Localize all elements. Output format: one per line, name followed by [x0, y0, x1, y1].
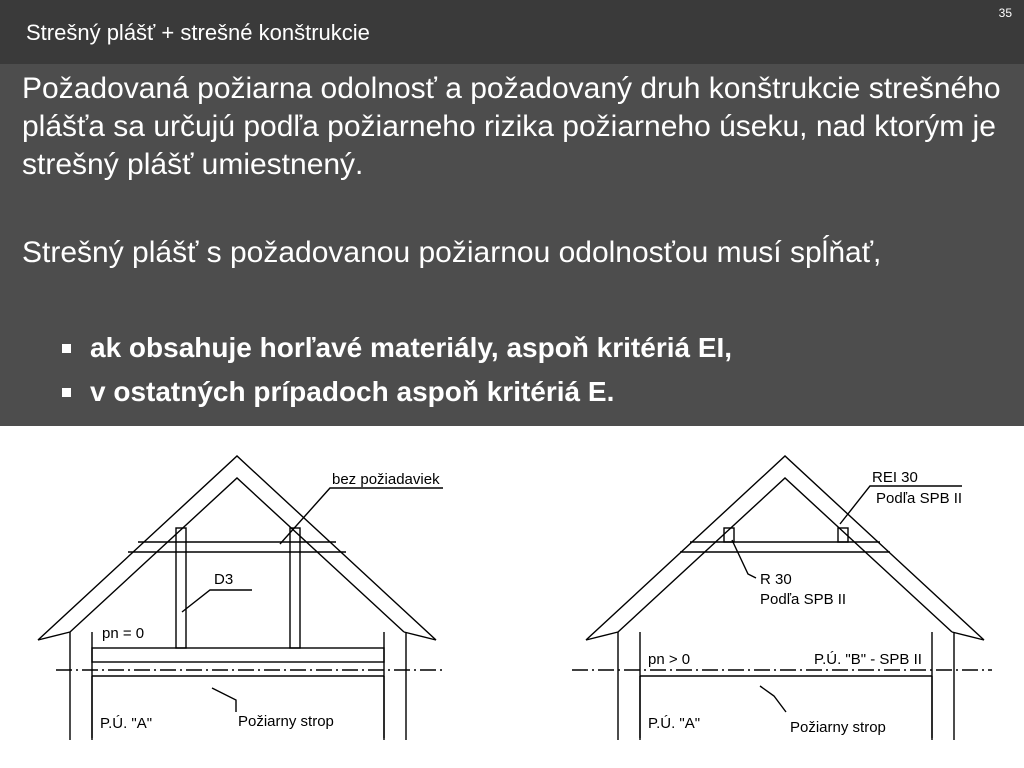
- label-post-right-2: Podľa SPB II: [760, 591, 847, 608]
- criteria-item-text: v ostatných prípadoch aspoň kritériá E.: [90, 376, 615, 407]
- label-post-left: D3: [214, 571, 234, 588]
- label-ceiling-right: Požiarny strop: [790, 719, 886, 736]
- post-left-2: [290, 528, 300, 648]
- roof-outer-line-right: [586, 456, 984, 640]
- leader-post-right: [732, 540, 756, 578]
- label-pn-right: pn > 0: [648, 651, 691, 668]
- label-attic-right: P.Ú. "B" - SPB II: [814, 651, 922, 668]
- label-post-right-1: R 30: [760, 571, 792, 588]
- criteria-list: [60, 326, 732, 414]
- criteria-item-text: ak obsahuje horľavé materiály, aspoň kritériá EI,: [90, 332, 733, 363]
- label-roof-right-1: REI 30: [872, 469, 918, 486]
- label-section-right: P.Ú. "A": [648, 715, 701, 732]
- label-roof-right-2: Podľa SPB II: [876, 490, 963, 507]
- roof-drawing-left: [38, 456, 443, 740]
- leader-ceiling-left: [212, 688, 236, 712]
- label-ceiling-left: Požiarny strop: [238, 713, 334, 730]
- criteria-item-e: [60, 370, 732, 414]
- slide-header: [0, 0, 1024, 64]
- slide-number: 35: [998, 6, 1012, 20]
- roof-section-drawings: [0, 426, 1024, 768]
- leader-roof-left: [280, 488, 443, 544]
- post-left-1: [176, 528, 186, 648]
- paragraph-criteria: Strešný plášť s požadovanou požiarnou odolnosťou musí spĺňať,: [22, 236, 882, 269]
- floor-slab-left: [92, 648, 384, 662]
- label-pn-left: pn = 0: [102, 625, 145, 642]
- label-roof-left: bez požiadaviek: [332, 471, 440, 488]
- bullet-square-icon: [62, 344, 71, 353]
- label-section-left: P.Ú. "A": [100, 715, 153, 732]
- paragraph-requirements: Požadovaná požiarna odolnosť a požadovaný druh konštrukcie strešného plášťa sa určujú podľa požiarneho rizika požiarneho úseku, nad ktorým je strešný plášť umiestnený.: [22, 72, 1001, 181]
- roof-inner-line-left: [70, 478, 404, 632]
- slide-content: [0, 64, 1024, 426]
- leader-post-left: [182, 590, 252, 612]
- criteria-item-ei: [60, 326, 732, 370]
- leader-ceiling-right: [760, 686, 786, 712]
- bullet-square-icon: [62, 388, 71, 397]
- slide-title: Strešný plášť + strešné konštrukcie: [26, 20, 370, 45]
